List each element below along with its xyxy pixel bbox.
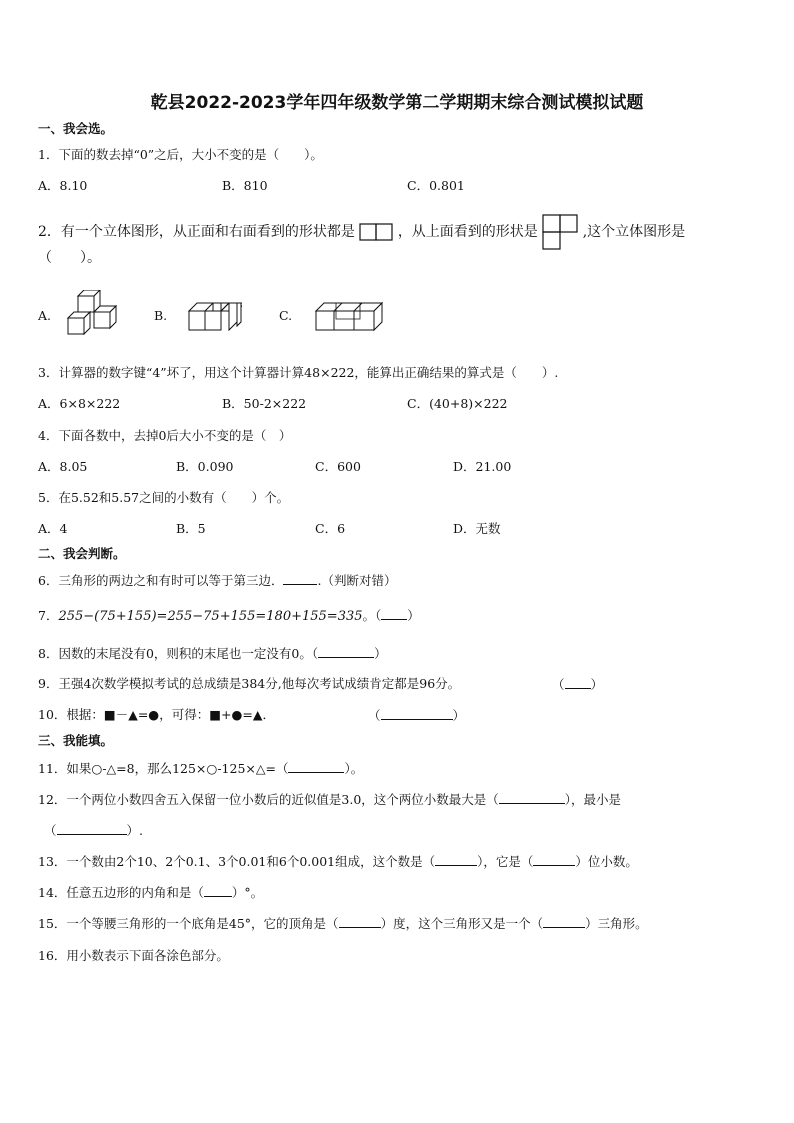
question-2-option-c-label[interactable]: C. xyxy=(279,308,293,323)
question-2-stem-part3: ,这个立体图形是 xyxy=(582,224,686,240)
question-12-mid: ），最小是 xyxy=(564,792,622,807)
question-7 xyxy=(38,607,420,625)
question-2-stem-line2: （ ）。 xyxy=(38,250,101,266)
question-12-open: （ xyxy=(44,823,57,838)
question-14-text: 14．任意五边形的内角和是（ xyxy=(38,885,204,900)
question-15-close: ）三角形。 xyxy=(585,916,648,931)
question-7-close: ） xyxy=(407,608,420,623)
answer-blank[interactable] xyxy=(339,915,381,928)
question-11-text: 11．如果○-△=8，那么125×○-125×△=（ xyxy=(38,761,289,776)
question-6-text: 6．三角形的两边之和有时可以等于第三边． xyxy=(38,573,284,588)
question-15-mid: ）度，这个三角形又是一个（ xyxy=(380,916,544,931)
question-8 xyxy=(38,645,387,662)
section-heading-3: 三、我能填。 xyxy=(38,733,114,748)
question-5-option-a[interactable]: A．4 xyxy=(38,521,68,536)
question-10-open: （ xyxy=(368,708,381,723)
question-7-expression: 255−(75+155)=255−75+155=180+155=335 xyxy=(58,609,363,624)
question-11 xyxy=(38,760,363,777)
top-view-l-shape-icon xyxy=(542,214,578,250)
answer-blank[interactable] xyxy=(435,853,477,866)
question-4-option-d[interactable]: D．21.00 xyxy=(453,459,512,474)
question-10-close: ） xyxy=(452,708,466,723)
question-13-text: 13．一个数由2个10、2个0.1、3个0.01和6个0.001组成，这个数是（ xyxy=(38,854,436,869)
question-10-answer xyxy=(368,707,465,724)
question-9 xyxy=(38,676,460,692)
cube-stack-figure-a xyxy=(66,290,118,338)
question-2-stem xyxy=(38,214,685,250)
question-12-text: 12．一个两位小数四舍五入保留一位小数后的近似值是3.0，这个两位小数最大是（ xyxy=(38,792,499,807)
question-1-option-a[interactable]: A．8.10 xyxy=(38,178,88,193)
question-14-close: ）°。 xyxy=(231,885,264,900)
question-1-option-b[interactable]: B．810 xyxy=(222,178,268,193)
question-2-option-a-label[interactable]: A. xyxy=(38,308,52,323)
question-9-text: 9．王强4次数学模拟考试的总成绩是384分,他每次考试成绩肯定都是96分。 xyxy=(38,676,461,691)
section-heading-2: 二、我会判断。 xyxy=(38,546,126,561)
question-4-stem: 4．下面各数中，去掉0后大小不变的是（ ） xyxy=(38,428,292,443)
question-9-close: ） xyxy=(590,677,604,692)
question-12 xyxy=(38,791,621,808)
question-10-text: 10．根据：■－▲=●，可得：■+●=▲． xyxy=(38,707,275,722)
question-8-close: ） xyxy=(374,646,387,661)
question-4-option-c[interactable]: C．600 xyxy=(315,459,361,474)
question-1-option-c[interactable]: C．0.801 xyxy=(407,178,465,193)
question-6-suffix: .（判断对错） xyxy=(317,573,397,588)
question-3-option-a[interactable]: A．6×8×222 xyxy=(38,396,121,411)
question-14 xyxy=(38,884,263,901)
question-2-option-b-label[interactable]: B. xyxy=(154,308,168,323)
question-10 xyxy=(38,707,275,723)
question-1-stem: 1．下面的数去掉“0”之后，大小不变的是（ ）。 xyxy=(38,147,323,162)
question-6 xyxy=(38,572,396,589)
section-heading-1: 一、我会选。 xyxy=(38,121,114,136)
question-4-option-a[interactable]: A．8.05 xyxy=(38,459,88,474)
question-5-option-c[interactable]: C．6 xyxy=(315,521,346,536)
question-2-stem-part1: 2．有一个立体图形，从正面和右面看到的形状都是 xyxy=(38,224,355,240)
answer-blank[interactable] xyxy=(565,676,591,689)
question-9-answer xyxy=(552,676,603,693)
answer-blank[interactable] xyxy=(283,572,317,585)
question-11-close: ）。 xyxy=(344,761,364,776)
answer-blank[interactable] xyxy=(499,791,565,804)
question-7-open: 。（ xyxy=(362,608,382,623)
question-2-stem-part2: ，从上面看到的形状是 xyxy=(397,224,538,240)
answer-blank[interactable] xyxy=(57,822,127,835)
answer-blank[interactable] xyxy=(318,645,374,658)
page-title: 乾县2022-2023学年四年级数学第二学期期末综合测试模拟试题 xyxy=(150,93,644,113)
two-squares-view-icon xyxy=(359,223,393,241)
question-13 xyxy=(38,853,638,870)
question-5-option-b[interactable]: B．5 xyxy=(176,521,206,536)
answer-blank[interactable] xyxy=(543,915,585,928)
question-15 xyxy=(38,915,648,932)
answer-blank[interactable] xyxy=(288,760,344,773)
cube-row-figure-c xyxy=(314,299,384,333)
question-5-option-d[interactable]: D．无数 xyxy=(453,521,501,536)
cube-row-figure-b xyxy=(188,299,242,333)
question-16-stem: 16．用小数表示下面各涂色部分。 xyxy=(38,948,229,963)
question-3-option-c[interactable]: C．(40+8)×222 xyxy=(407,396,508,411)
question-9-open: （ xyxy=(552,677,565,692)
question-4-option-b[interactable]: B．0.090 xyxy=(176,459,234,474)
question-7-number: 7． xyxy=(38,608,59,623)
question-13-mid: ），它是（ xyxy=(477,854,534,869)
answer-blank[interactable] xyxy=(381,607,407,620)
question-3-option-b[interactable]: B．50-2×222 xyxy=(222,396,307,411)
question-8-text: 8．因数的末尾没有0，则积的末尾也一定没有0。（ xyxy=(38,646,319,661)
answer-blank[interactable] xyxy=(204,884,232,897)
answer-blank[interactable] xyxy=(533,853,575,866)
question-15-text: 15．一个等腰三角形的一个底角是45°，它的顶角是（ xyxy=(38,916,339,931)
question-13-close: ）位小数。 xyxy=(575,854,638,869)
question-12-close: ）. xyxy=(126,823,143,838)
question-5-stem: 5．在5.52和5.57之间的小数有（ ）个。 xyxy=(38,490,290,505)
question-3-stem: 3．计算器的数字键“4”坏了，用这个计算器计算48×222，能算出正确结果的算式是（ ）. xyxy=(38,365,559,380)
question-12-line2 xyxy=(44,822,143,839)
answer-blank[interactable] xyxy=(381,707,453,720)
